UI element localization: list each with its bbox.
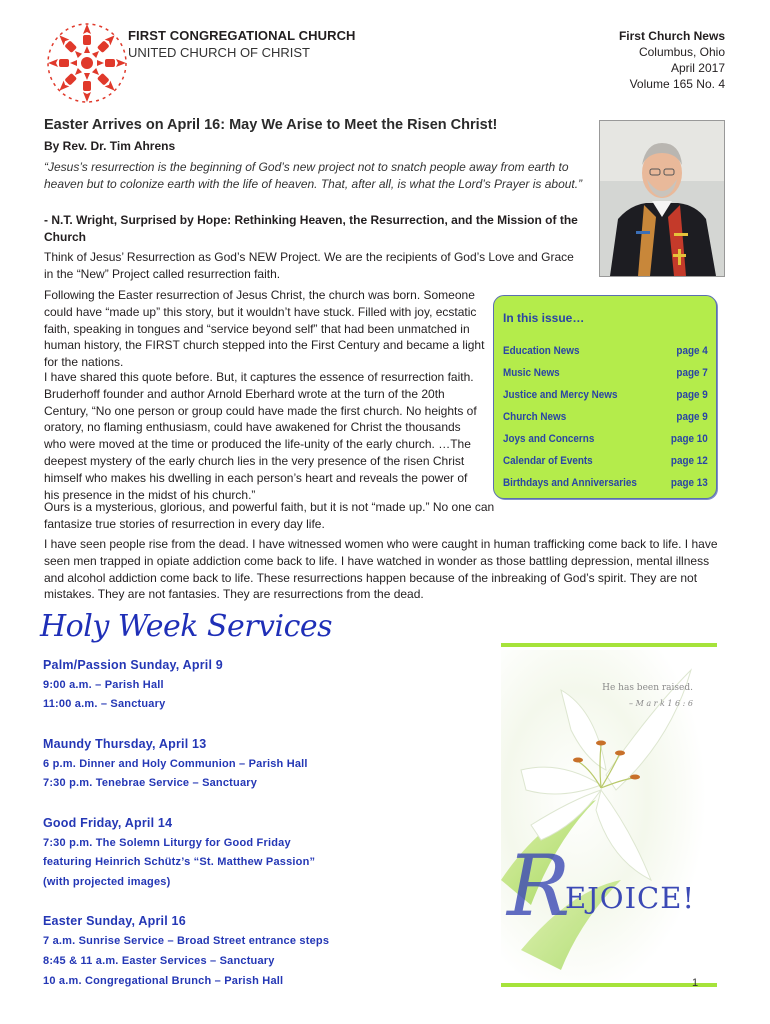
pastor-photo: [599, 120, 725, 277]
green-divider-bottom: [501, 983, 717, 987]
newsletter-title: First Church News: [618, 29, 725, 43]
issue-item-justice-mercy[interactable]: Justice and Mercy News page 9: [503, 389, 708, 401]
in-this-issue-title: In this issue…: [503, 311, 585, 325]
church-logo: [44, 20, 130, 106]
article-paragraph-5: I have seen people rise from the dead. I have witnessed women who were caught in human trafficking come back to life. I have seen men trapped in opiate addiction come back to life. I have watched in wonder as those battling depression, mental illness and alcohol addiction come back to life. These resurrections happen because of the inbreaking of God’s spirit. They are not mistakes. They are not fantasies. They are resurrections from the dead.: [44, 537, 718, 602]
rejoice-initial: R: [507, 837, 571, 935]
newsletter-info: [619, 28, 725, 92]
article-title: Easter Arrives on April 16: May We Arise to Meet the Risen Christ!: [44, 117, 498, 133]
service-time: 9:00 a.m. – Parish Hall: [43, 679, 164, 691]
green-divider-top: [501, 643, 717, 647]
article-paragraph-2: Following the Easter resurrection of Jesus Christ, the church was born. Someone could have “made up” this story, but it wouldn’t have stuck. Filled with joy, ecstatic faith, speaking in tongues and “service beyond self” that had been unmatched in human history, the FIRST church stepped into the First Century and became a light for the nations.: [44, 288, 485, 370]
article-byline: By Rev. Dr. Tim Ahrens: [44, 139, 176, 153]
article-paragraph-4: Ours is a mysterious, glorious, and powerful faith, but it is not “made up.” No one can fantasize true stories of resurrection in every day life.: [44, 500, 495, 531]
issue-item-church-news[interactable]: Church News page 9: [503, 411, 708, 423]
service-time: 11:00 a.m. – Sanctuary: [43, 698, 166, 710]
lily-verse-reference: – M a r k 1 6 : 6: [629, 699, 693, 708]
holy-week-title: Holy Week Services: [40, 609, 333, 644]
rejoice-word: EJOICE!: [565, 881, 696, 915]
service-detail: (with projected images): [43, 876, 171, 888]
newsletter-volume: Volume 165 No. 4: [629, 77, 725, 91]
church-name: FIRST CONGREGATIONAL CHURCH: [128, 28, 356, 43]
newsletter-date: April 2017: [670, 61, 725, 75]
lily-verse: He has been raised.: [602, 683, 693, 693]
issue-list: [503, 345, 708, 499]
issue-item-birthdays[interactable]: Birthdays and Anniversaries page 13: [503, 477, 708, 489]
service-time: 6 p.m. Dinner and Holy Communion – Parish Hall: [43, 758, 308, 770]
page-number: 1: [692, 977, 699, 989]
service-heading-easter-sunday: Easter Sunday, April 16: [43, 914, 186, 928]
issue-item-education[interactable]: Education News page 4: [503, 345, 708, 357]
article-quote: “Jesus’s resurrection is the beginning of God’s new project not to snatch people away from earth to heaven but to colonize earth with the life of heaven. That, after all, is what the Lord’s Prayer is about.”: [44, 160, 583, 191]
issue-item-music[interactable]: Music News page 7: [503, 367, 708, 379]
service-time: 8:45 & 11 a.m. Easter Services – Sanctuary: [43, 955, 275, 967]
article-paragraph-3: I have shared this quote before. But, it captures the essence of resurrection faith. Bruderhoff founder and author Arnold Eberhard wrote at the turn of the 20th Century, “No one person or group could have made the first church. No heights of oratory, no flaming enthusiasm, could have awakened for Christ the thousands who were moved at the time or produced the life-unity of the early church. …The deepest mystery of the early church lies in the very presence of the risen Christ himself who makes his dwelling in each person’s heart and reveals the power of his presence in the midst of his church.”: [44, 370, 477, 502]
service-time: 7:30 p.m. Tenebrae Service – Sanctuary: [43, 777, 258, 789]
in-this-issue-box: [493, 295, 717, 499]
quote-attribution: - N.T. Wright, Surprised by Hope: Rethinking Heaven, the Resurrection, and the Mission of the Church: [44, 213, 578, 244]
service-time: 7:30 p.m. The Solemn Liturgy for Good Friday: [43, 837, 291, 849]
denomination-name: UNITED CHURCH OF CHRIST: [128, 45, 310, 60]
issue-item-calendar[interactable]: Calendar of Events page 12: [503, 455, 708, 467]
service-detail: featuring Heinrich Schütz’s “St. Matthew Passion”: [43, 856, 316, 868]
service-time: 10 a.m. Congregational Brunch – Parish Hall: [43, 975, 284, 987]
issue-item-joys-concerns[interactable]: Joys and Concerns page 10: [503, 433, 708, 445]
service-heading-maundy-thursday: Maundy Thursday, April 13: [43, 737, 207, 751]
service-time: 7 a.m. Sunrise Service – Broad Street entrance steps: [43, 935, 330, 947]
easter-lily-illustration: [501, 650, 717, 980]
article-paragraph-1: Think of Jesus’ Resurrection as God’s NEW Project. We are the recipients of God’s Love and Grace in the “New” Project called resurrection faith.: [44, 250, 574, 281]
newsletter-location: Columbus, Ohio: [638, 45, 725, 59]
service-heading-palm-sunday: Palm/Passion Sunday, April 9: [43, 658, 223, 672]
service-heading-good-friday: Good Friday, April 14: [43, 816, 173, 830]
